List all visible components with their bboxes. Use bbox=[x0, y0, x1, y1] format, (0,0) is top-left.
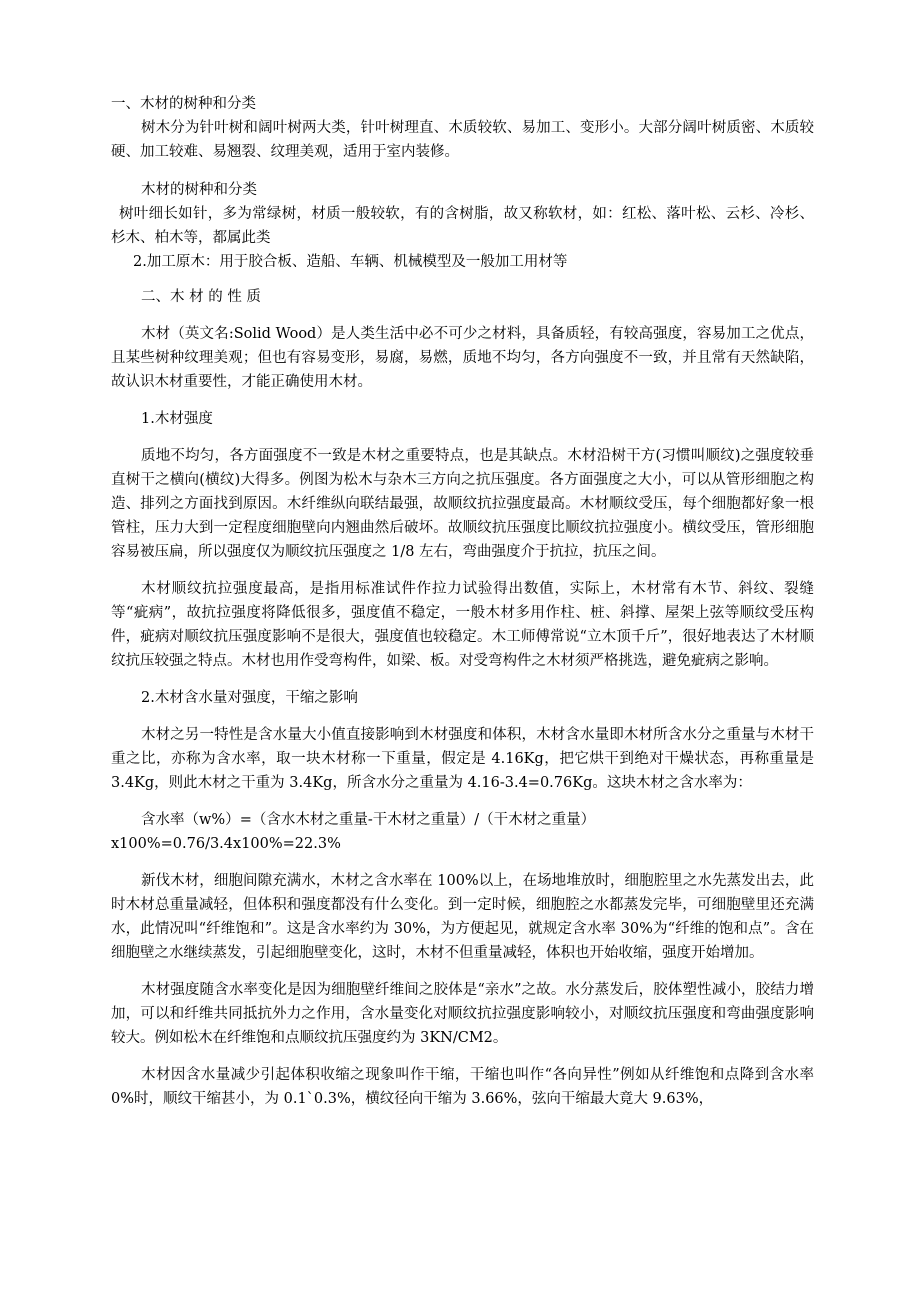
paragraph-shrinkage: 木材因含水量减少引起体积收缩之现象叫作干缩，干缩也叫作“各向异性”例如从纤维饱和点降到含水率 0%时，顺纹干缩甚小，为 0.1`0.3%，横纹径向干缩为 3.66%，弦向干缩最大竟大 9.63%， bbox=[111, 1067, 814, 1107]
paragraph-moisture-content: 木材之另一特性是含水量大小值直接影响到木材强度和体积，木材含水量即木材所含水分之重量与木材干重之比，亦称为含水率，取一块木材称一下重量，假定是 4.16Kg，把它烘干到绝对干燥状态，再称重量是 3.4Kg，则此木材之干重为 3.4Kg，所含水分之重量为 4.16-3.4=0.76Kg。这块木材之含水率为： bbox=[111, 727, 814, 791]
document-body bbox=[111, 92, 814, 1111]
subheading-tree-species: 木材的树种和分类 bbox=[141, 182, 257, 198]
paragraph-strength-vs-moisture: 木材强度随含水率变化是因为细胞壁纤维间之胶体是“亲水”之故。水分蒸发后，胶体塑性减小，胶结力增加，可以和纤维共同抵抗外力之作用，含水量变化对顺纹抗拉强度影响较小，对顺纹抗压强度和弯曲强度影响较大。例如松木在纤维饱和点顺纹抗压强度约为 3KN/CM2。 bbox=[111, 982, 814, 1046]
heading-wood-properties: 二、木 材 的 性 质 bbox=[141, 289, 261, 305]
heading-tree-species: 一、木材的树种和分类 bbox=[111, 96, 256, 112]
paragraph-softwood: 树叶细长如针，多为常绿树，材质一般较软，有的含树脂，故又称软材，如：红松、落叶松、云杉、冷杉、杉木、柏木等，都属此类 bbox=[111, 206, 814, 246]
subheading-moisture-effect: 2.木材含水量对强度，干缩之影响 bbox=[141, 690, 358, 706]
paragraph-fiber-saturation: 新伐木材，细胞间隙充满水，木材之含水率在 100%以上，在场地堆放时，细胞腔里之水先蒸发出去，此时木材总重量减轻，但体积和强度都没有什么变化。到一定时候，细胞腔之水都蒸发完毕，可细胞壁里还充满水，此情况叫“纤维饱和”。这是含水率约为 30%，为方便起见，就规定含水率 30%为“纤维的饱和点”。含在细胞壁之水继续蒸发，引起细胞壁变化，这时，木材不但重量减轻，体积也开始收缩，强度开始增加。 bbox=[111, 873, 814, 961]
paragraph-processing-logs: 2.加工原木：用于胶合板、造船、车辆、机械模型及一般加工用材等 bbox=[133, 254, 568, 270]
formula-moisture-result: x100%=0.76/3.4x100%=22.3% bbox=[111, 836, 341, 852]
paragraph-tensile-strength: 木材顺纹抗拉强度最高，是指用标准试件作拉力试验得出数值，实际上，木材常有木节、斜纹、裂缝等“疵病”，故抗拉强度将降低很多，强度值不稳定，一般木材多用作柱、桩、斜撑、屋架上弦等顺纹受压构件，疵病对顺纹抗压强度影响不是很大，强度值也较稳定。木工师傅常说“立木顶千斤”，很好地表达了木材顺纹抗压较强之特点。木材也用作受弯构件，如梁、板。对受弯构件之木材须严格挑选，避免疵病之影响。 bbox=[111, 581, 814, 669]
paragraph-tree-classes: 树木分为针叶树和阔叶树两大类，针叶树理直、木质较软、易加工、变形小。大部分阔叶树质密、木质较硬、加工较难、易翘裂、纹理美观，适用于室内装修。 bbox=[111, 120, 814, 160]
paragraph-strength-anisotropy: 质地不均匀，各方面强度不一致是木材之重要特点，也是其缺点。木材沿树干方(习惯叫顺纹)之强度较垂直树干之横向(横纹)大得多。例图为松木与杂木三方向之抗压强度。各方面强度之大小，可以从管形细胞之构造、排列之方面找到原因。木纤维纵向联结最强，故顺纹抗拉强度最高。木材顺纹受压，每个细胞都好象一根管柱，压力大到一定程度细胞壁向内翘曲然后破坏。故顺纹抗压强度比顺纹抗拉强度小。横纹受压，管形细胞容易被压扁，所以强度仅为顺纹抗压强度之 1/8 左右，弯曲强度介于抗拉，抗压之间。 bbox=[111, 448, 814, 560]
subheading-wood-strength: 1.木材强度 bbox=[141, 411, 213, 427]
formula-moisture-rate: 含水率（w%）=（含水木材之重量-干木材之重量）/（干木材之重量） bbox=[141, 812, 596, 828]
paragraph-wood-intro: 木材（英文名:Solid Wood）是人类生活中必不可少之材料，具备质轻，有较高强度，容易加工之优点，且某些树种纹理美观；但也有容易变形，易腐，易燃，质地不均匀，各方向强度不一致，并且常有天然缺陷，故认识木材重要性，才能正确使用木材。 bbox=[111, 326, 814, 390]
